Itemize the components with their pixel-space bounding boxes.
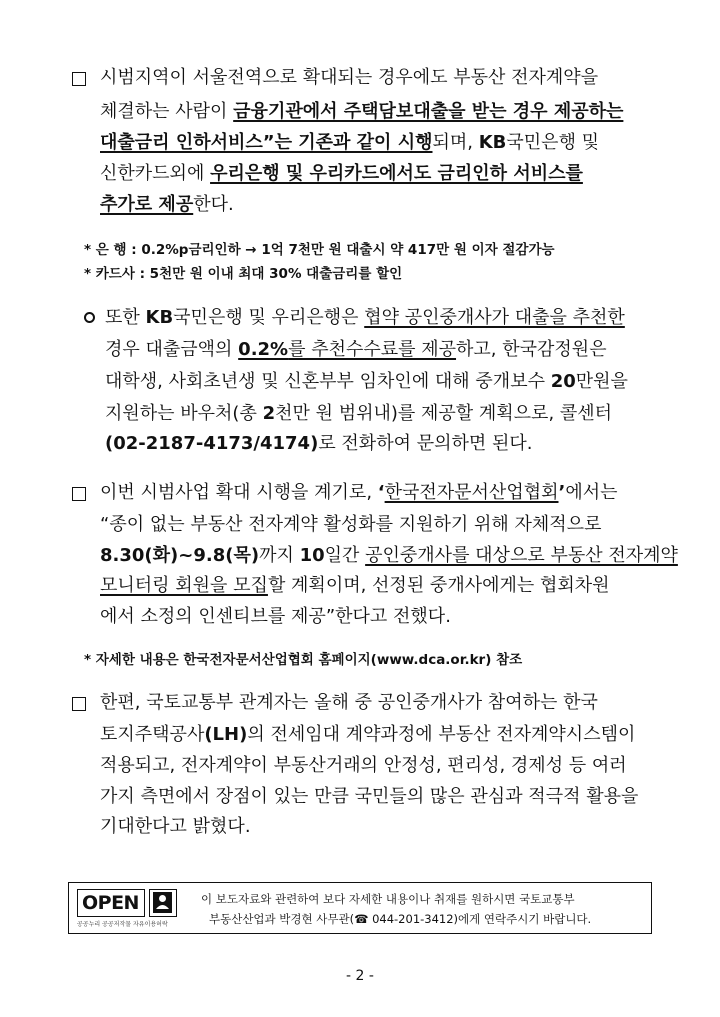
footer-line-1: 이 보도자료와 관련하여 보다 자세한 내용이나 취재를 원하시면 국토교통부 (201, 892, 575, 906)
text-bold: 10 (299, 545, 325, 566)
s2-line-5 (105, 428, 532, 460)
text-bold: ’ (558, 482, 566, 503)
circle-bullet-icon (84, 312, 95, 323)
text: 지원하는 바우처(총 (105, 403, 263, 424)
s2-line-1 (105, 302, 625, 334)
text: 에서 소정의 인센티브를 제공”한다고 전했다. (100, 606, 451, 627)
s2-line-3 (105, 366, 628, 398)
checkbox-bullet-icon (72, 72, 86, 86)
text: 로 전화하여 문의하면 된다. (318, 433, 533, 454)
page-number: - 2 - (346, 968, 374, 984)
s4-line-3 (100, 750, 627, 782)
text: 시범지역이 서울전역으로 확대되는 경우에도 부동산 전자계약을 (100, 67, 599, 88)
s4-line-1 (100, 687, 598, 719)
text: 가지 측면에서 장점이 있는 만큼 국민들의 많은 관심과 적극적 활용을 (100, 786, 639, 807)
logo-subtitle: 공공누리 공공저작물 자유이용허락 (77, 921, 168, 928)
text: 또한 (105, 307, 146, 328)
s3-line-3 (100, 540, 678, 572)
s1-line-5 (100, 189, 234, 221)
s1-line-4 (100, 158, 583, 190)
license-person-icon (149, 889, 177, 917)
text-underline: 공인중개사를 대상으로 부동산 전자계약 (365, 545, 678, 566)
text-emph: 대출금리 인하서비스”는 기존과 같이 시행 (100, 132, 433, 153)
text-emph: 0.2% (238, 339, 289, 360)
text: 적용되고, 전자계약이 부동산거래의 안정성, 편리성, 경제성 등 여러 (100, 755, 627, 776)
text-bold: KB (478, 132, 507, 153)
text: 까지 (259, 545, 300, 566)
text-emph: 금융기관에서 주택담보대출을 받는 경우 제공하는 (233, 101, 624, 122)
s4-line-4 (100, 781, 638, 813)
text: 일간 (324, 545, 366, 566)
text: 에서는 (565, 482, 618, 503)
checkbox-bullet-icon (72, 487, 86, 501)
text-underline: 를 추천수수료를 제공 (288, 339, 457, 360)
note-homepage: * 자세한 내용은 한국전자문서산업협회 홈페이지(www.dca.or.kr) 참조 (84, 652, 523, 668)
text: 국민은행 및 (506, 132, 600, 153)
note-bank: * 은 행 : 0.2%p금리인하 → 1억 7천만 원 대출시 약 417만 원 이자 절감가능 (84, 242, 555, 258)
text: 국민은행 및 우리은행은 (173, 307, 365, 328)
text: 토지주택공사 (100, 724, 205, 745)
text-bold: (02-2187-4173/4174) (105, 433, 319, 454)
text: “종이 없는 부동산 전자계약 활성화를 지원하기 위해 자체적으로 (100, 514, 602, 535)
text-underline: 협약 공인중개사가 대출을 추천한 (364, 307, 625, 328)
footer-contact-box (68, 882, 652, 934)
text: 대학생, 사회초년생 및 신혼부부 임차인에 대해 중개보수 (105, 371, 551, 392)
text-bold: (LH) (204, 724, 248, 745)
s1-line-2 (100, 96, 623, 128)
text: 체결하는 사람이 (100, 101, 234, 122)
text: 만원을 (575, 371, 628, 392)
text: 이번 시범사업 확대 시행을 계기로, (100, 482, 378, 503)
text: 경우 대출금액의 (105, 339, 239, 360)
text: 하고, 한국감정원은 (456, 339, 607, 360)
text-underline: 한국전자문서산업협회 (384, 482, 559, 503)
text: 기대한다고 밝혔다. (100, 816, 251, 837)
s3-line-5 (100, 601, 451, 633)
footer-line-2: 부동산산업과 박경현 사무관(☎ 044-201-3412)에게 연락주시기 바랍니다. (209, 912, 592, 926)
text: 한다. (193, 194, 234, 215)
text-emph: 추가로 제공 (100, 194, 194, 215)
s2-line-4 (105, 398, 612, 430)
text-bold: 8.30(화)~9.8(목) (100, 545, 260, 566)
text: 천만 원 범위내)를 제공할 계획으로, 콜센터 (275, 403, 613, 424)
text-bold: 20 (550, 371, 576, 392)
s3-line-4 (100, 570, 610, 602)
s2-line-2 (105, 334, 607, 366)
s3-line-2 (100, 509, 601, 541)
text: 의 전세임대 계약과정에 부동산 전자계약시스템이 (247, 724, 636, 745)
text: 할 계획이며, 선정된 중개사에게는 협회차원 (267, 575, 610, 596)
text-underline: 모니터링 회원을 모집 (100, 575, 268, 596)
open-license-logo (77, 889, 181, 927)
s4-line-5 (100, 811, 251, 843)
text: 되며, (432, 132, 479, 153)
text: 한편, 국토교통부 관계자는 올해 중 공인중개사가 참여하는 한국 (100, 692, 598, 713)
logo-open-text: OPEN (82, 892, 139, 914)
s1-line-1 (100, 62, 598, 94)
text-bold: ‘ (377, 482, 385, 503)
s3-line-1 (100, 477, 618, 509)
text-emph: 우리은행 및 우리카드에서도 금리인하 서비스를 (210, 163, 583, 184)
s1-line-3 (100, 127, 599, 159)
text-bold: KB (145, 307, 174, 328)
checkbox-bullet-icon (72, 697, 86, 711)
text: 신한카드외에 (100, 163, 211, 184)
s4-line-2 (100, 719, 635, 751)
text-bold: 2 (262, 403, 276, 424)
note-card: * 카드사 : 5천만 원 이내 최대 30% 대출금리를 할인 (84, 266, 403, 282)
